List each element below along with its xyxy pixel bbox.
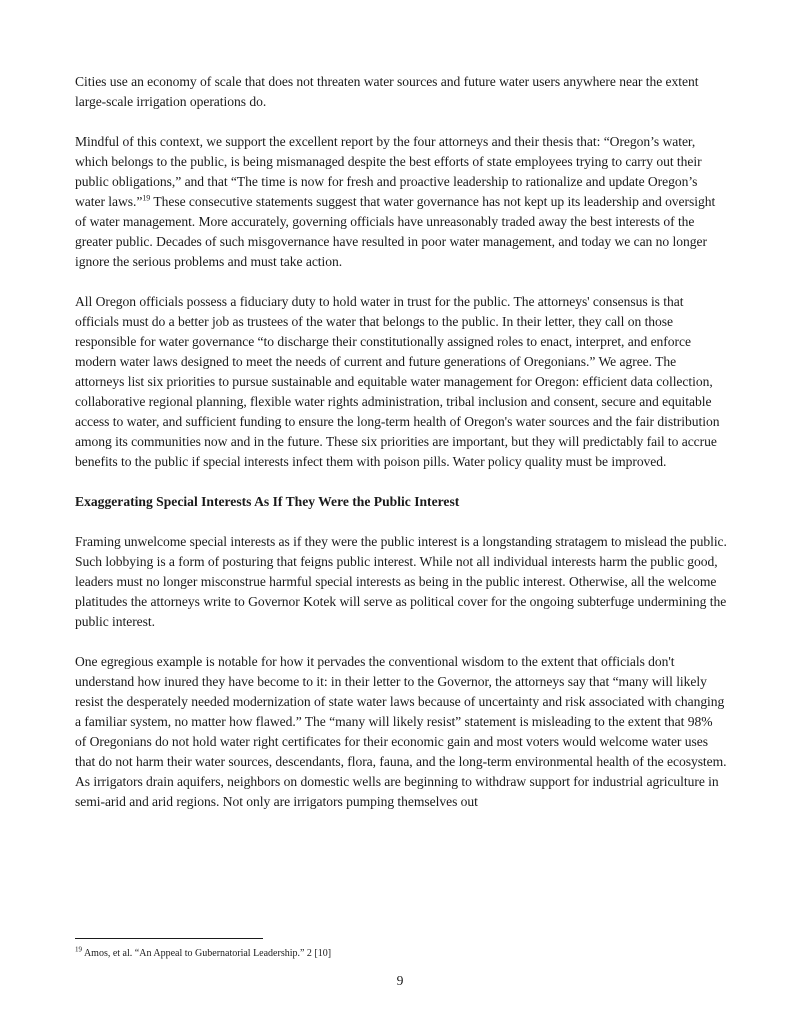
paragraph-mindful-text-b: These consecutive statements suggest that water governance has not kept up its leadership and oversight of water management. More accurately, governing officials have unreasonably traded away the best interests of the greater public. Decades of such misgovernance have resulted in poor water management, and today we can no longer ignore the serious problems and must take action. bbox=[75, 194, 716, 269]
footnote-reference[interactable]: 19 bbox=[142, 193, 151, 203]
footnote-divider bbox=[75, 938, 263, 939]
paragraph-fiduciary-duty: All Oregon officials possess a fiduciary duty to hold water in trust for the public. The attorneys' consensus is that officials must do a better job as trustees of the water that belongs to the public. In their letter, they call on those responsible for water governance “to discharge their constitutionally assigned roles to enact, interpret, and enforce modern water laws designed to meet the needs of current and future generations of Oregonians.” We agree. The attorneys list six priorities to pursue sustainable and equitable water management for Oregon: efficient data collection, collaborative regional planning, flexible water rights administration, tribal inclusion and consent, secure and equitable access to water, and sufficient funding to ensure the long-term health of Oregon's water sources and the fair distribution among its communities now and in the future. These six priorities are important, but they will predictably fail to accrue benefits to the public if special interests infect them with poison pills. Water policy quality must be improved. bbox=[75, 294, 720, 469]
section-heading: Exaggerating Special Interests As If They Were the Public Interest bbox=[75, 494, 460, 509]
paragraph-mindful-text-a: Mindful of this context, we support the excellent report by the four attorneys and their thesis that: “Oregon’s water, which belongs to the public, is being mismanaged despite the best efforts of state employees trying to carry out their public obligations,” and that “The time is now for fresh and proactive leadership to rationalize and update Oregon’s water laws.” bbox=[75, 134, 702, 209]
paragraph-mindful bbox=[75, 132, 727, 272]
paragraph-framing: Framing unwelcome special interests as if they were the public interest is a longstanding stratagem to mislead the public. Such lobbying is a form of posturing that feigns public interest. While not all individual interests harm the public good, leaders must no longer misconstrue harmful special interests as being in the public interest. Otherwise, all the welcome platitudes the attorneys write to Governor Kotek will serve as political cover for the ongoing subterfuge undermining the public interest. bbox=[75, 534, 727, 629]
footnote-text: Amos, et al. “An Appeal to Gubernatorial Leadership.” 2 [10] bbox=[83, 948, 332, 959]
paragraph-egregious-example: One egregious example is notable for how it pervades the conventional wisdom to the extent that officials don't understand how inured they have become to it: in their letter to the Governor, the attorneys say that “many will likely resist the desperately needed modernization of state water laws because of uncertainty and risk associated with changing a familiar system, no matter how flawed.” The “many will likely resist” statement is misleading to the extent that 98% of Oregonians do not hold water right certificates for their economic gain and most voters would welcome water uses that do not harm their water sources, descendants, flora, fauna, and the long-term environmental health of the ecosystem. As irrigators drain aquifers, neighbors on domestic wells are beginning to withdraw support for industrial agriculture in semi-arid and arid regions. Not only are irrigators pumping themselves out bbox=[75, 654, 727, 809]
paragraph-cities: Cities use an economy of scale that does not threaten water sources and future water users anywhere near the extent large-scale irrigation operations do. bbox=[75, 74, 699, 109]
page-number: 9 bbox=[396, 973, 404, 988]
footnote bbox=[75, 947, 331, 960]
footnote-marker: 19 bbox=[75, 945, 82, 954]
document-body bbox=[75, 72, 727, 832]
